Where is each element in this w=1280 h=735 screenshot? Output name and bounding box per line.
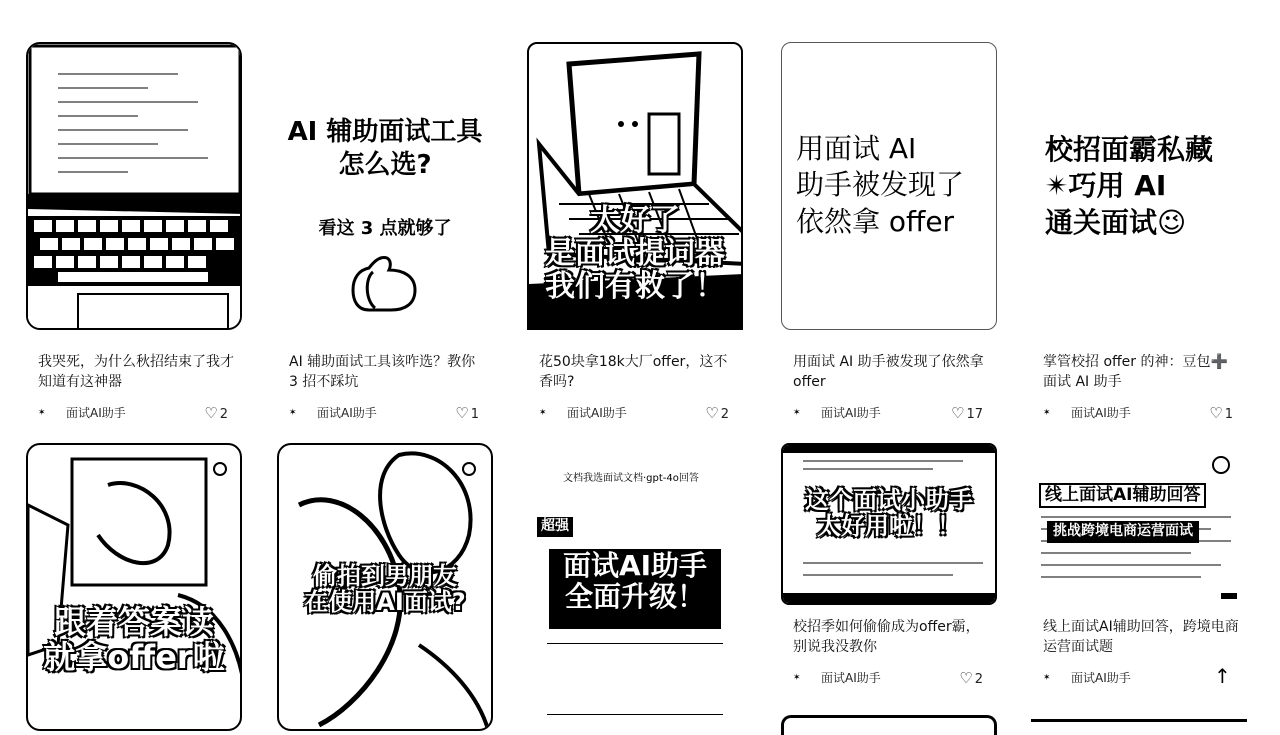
author-name[interactable]: 面试AI助手 xyxy=(66,406,126,420)
note-cover-4[interactable] xyxy=(781,42,997,330)
avatar[interactable]: ✶ xyxy=(38,408,46,418)
next-card-preview xyxy=(1031,719,1247,722)
note-title[interactable]: 花50块拿18k大厂offer，这不香吗? xyxy=(539,354,728,390)
author-name[interactable]: 面试AI助手 xyxy=(567,406,627,420)
note-title[interactable]: 线上面试AI辅助回答，跨境电商运营面试题 xyxy=(1043,619,1239,655)
note-meta xyxy=(38,404,242,422)
like-button[interactable] xyxy=(1209,404,1233,422)
like-count: 1 xyxy=(470,407,479,422)
author-name[interactable]: 面试AI助手 xyxy=(317,406,377,420)
note-cover-3[interactable] xyxy=(527,42,743,330)
heart-icon: ♡ xyxy=(204,404,218,422)
note-title[interactable]: AI 辅助面试工具该咋选？教你 3 招不踩坑 xyxy=(289,354,476,390)
cover-headline: 校招面霸私藏 ✴巧用 AI 通关面试😉 xyxy=(1045,133,1214,239)
note-card-2[interactable] xyxy=(277,42,493,422)
note-title[interactable]: 校招季如何偷偷成为offer霸，别说我没教你 xyxy=(793,619,980,655)
like-count: 2 xyxy=(720,407,729,422)
note-title[interactable]: 用面试 AI 助手被发现了依然拿 offer xyxy=(793,354,984,390)
like-count: 2 xyxy=(974,672,983,687)
avatar[interactable]: ✶ xyxy=(539,408,547,418)
heart-icon: ♡ xyxy=(705,404,719,422)
cover-headline: 太好了 是面试提词器 我们有救了！ xyxy=(545,203,725,304)
cover-headline: 跟着答案读 就拿offer啦 xyxy=(43,603,225,677)
laptop-photo xyxy=(28,44,242,330)
heart-icon: ♡ xyxy=(959,669,973,687)
avatar[interactable]: ✶ xyxy=(289,408,297,418)
note-meta xyxy=(539,404,743,422)
note-card-10[interactable] xyxy=(1031,443,1247,687)
cover-tag: 超强 xyxy=(537,517,573,537)
note-card-4[interactable] xyxy=(781,42,997,422)
note-card-1[interactable] xyxy=(26,42,242,422)
cover-subtitle: 看这 3 点就够了 xyxy=(318,218,452,239)
note-title[interactable]: 掌管校招 offer 的神：豆包➕面试 AI 助手 xyxy=(1043,354,1228,390)
note-cover-2[interactable] xyxy=(277,42,493,330)
avatar[interactable]: ✶ xyxy=(793,673,801,683)
thumbs-up-icon xyxy=(351,254,421,314)
like-button[interactable] xyxy=(951,404,983,422)
like-count: 1 xyxy=(1224,407,1233,422)
note-cover-10[interactable] xyxy=(1031,443,1247,605)
note-card-9[interactable] xyxy=(781,443,997,687)
note-card-6[interactable] xyxy=(26,443,242,731)
author-name[interactable]: 面试AI助手 xyxy=(1071,671,1131,685)
phone-photo-sketch xyxy=(28,445,242,731)
heart-icon: ♡ xyxy=(455,404,469,422)
like-button[interactable] xyxy=(959,669,983,687)
cover-title: 线上面试AI辅助回答 xyxy=(1039,483,1206,508)
author-name[interactable]: 面试AI助手 xyxy=(821,406,881,420)
cover-headline: 用面试 AI 助手被发现了 依然拿 offer xyxy=(796,132,965,238)
note-meta xyxy=(793,669,997,687)
note-cover-9[interactable] xyxy=(781,443,997,605)
heart-icon: ♡ xyxy=(951,404,965,422)
like-count: 2 xyxy=(219,407,228,422)
avatar[interactable]: ✶ xyxy=(1043,673,1051,683)
note-card-5[interactable] xyxy=(1031,42,1247,422)
note-card-3[interactable] xyxy=(527,42,743,422)
cover-subtitle: 挑战跨境电商运营面试 xyxy=(1047,521,1199,543)
like-count: 17 xyxy=(966,407,983,422)
next-card-preview xyxy=(781,715,997,735)
note-meta xyxy=(289,404,493,422)
cover-title: AI 辅助面试工具 怎么选? xyxy=(287,117,483,180)
note-title[interactable]: 我哭死，为什么秋招结束了我才知道有这神器 xyxy=(38,354,234,390)
note-meta xyxy=(793,404,997,422)
like-button[interactable] xyxy=(455,404,479,422)
note-cover-8[interactable] xyxy=(527,443,743,731)
cover-headline: 这个面试小助手 太好用啦！！ xyxy=(805,486,973,541)
note-cover-1[interactable] xyxy=(26,42,242,330)
like-button[interactable] xyxy=(204,404,228,422)
note-meta xyxy=(1043,404,1247,422)
note-cover-7[interactable] xyxy=(277,443,493,731)
note-card-7[interactable] xyxy=(277,443,493,731)
back-to-top-icon[interactable]: ↑ xyxy=(1214,664,1231,688)
like-button[interactable] xyxy=(705,404,729,422)
note-cover-6[interactable] xyxy=(26,443,242,731)
note-cover-5[interactable] xyxy=(1031,42,1247,330)
author-name[interactable]: 面试AI助手 xyxy=(1071,406,1131,420)
avatar[interactable]: ✶ xyxy=(1043,408,1051,418)
cover-top-line: 文档我选面试文档·gpt-4o回答 xyxy=(563,473,699,484)
avatar[interactable]: ✶ xyxy=(793,408,801,418)
heart-icon: ♡ xyxy=(1209,404,1223,422)
cover-headline: 偷拍到男朋友 在使用AI面试? xyxy=(304,562,466,617)
cover-headline: 面试AI助手 全面升级！ xyxy=(562,549,708,613)
author-name[interactable]: 面试AI助手 xyxy=(821,671,881,685)
note-card-8[interactable] xyxy=(527,443,743,731)
